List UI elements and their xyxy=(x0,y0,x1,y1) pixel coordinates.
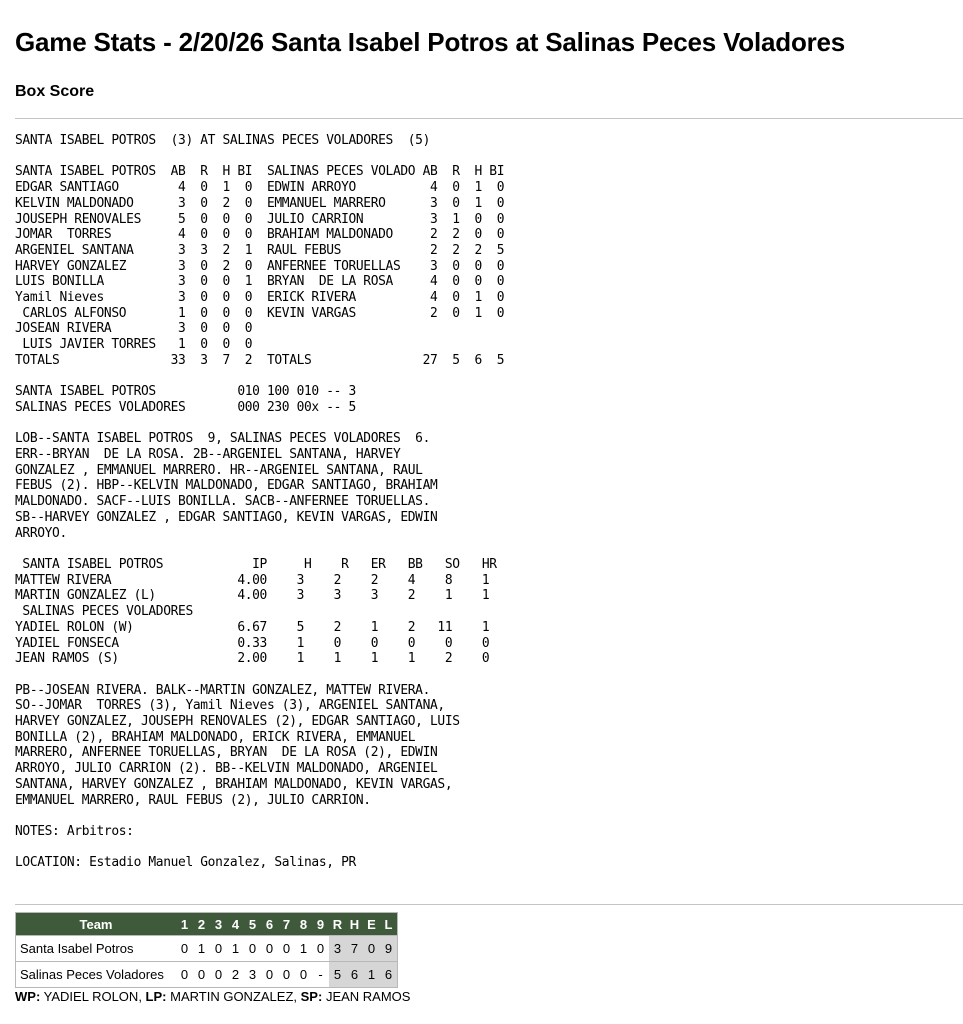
inning-score: 0 xyxy=(176,936,193,962)
inning-score: 0 xyxy=(295,962,312,988)
header-inning-1: 1 xyxy=(176,913,193,936)
inning-score: - xyxy=(312,962,329,988)
inning-score: 0 xyxy=(193,962,210,988)
line-score-header-row xyxy=(16,913,398,936)
inning-score: 1 xyxy=(227,936,244,962)
inning-score: 0 xyxy=(261,962,278,988)
page-title: Game Stats - 2/20/26 Santa Isabel Potros at Salinas Peces Voladores xyxy=(15,27,846,57)
header-team: Team xyxy=(16,913,177,936)
inning-score: 1 xyxy=(295,936,312,962)
losing-pitcher: MARTIN GONZALEZ xyxy=(170,989,294,1004)
inning-score: 0 xyxy=(210,936,227,962)
total-runs: 5 xyxy=(329,962,346,988)
save-pitcher: JEAN RAMOS xyxy=(325,989,411,1004)
sp-label: SP: xyxy=(300,989,323,1004)
line-score-row-away xyxy=(16,936,398,962)
header-inning-6: 6 xyxy=(261,913,278,936)
total-lob: 9 xyxy=(380,936,398,962)
pitching-decisions: WP: YADIEL ROLON, LP: MARTIN GONZALEZ, SP: JEAN RAMOS xyxy=(15,989,411,1004)
header-inning-8: 8 xyxy=(295,913,312,936)
header-inning-7: 7 xyxy=(278,913,295,936)
wp-label: WP: xyxy=(15,989,41,1004)
lp-label: LP: xyxy=(145,989,167,1004)
inning-score: 0 xyxy=(261,936,278,962)
header-hits: H xyxy=(346,913,363,936)
header-lob: L xyxy=(380,913,398,936)
inning-score: 0 xyxy=(176,962,193,988)
inning-score: 2 xyxy=(227,962,244,988)
total-hits: 6 xyxy=(346,962,363,988)
line-score-table xyxy=(15,912,398,988)
divider xyxy=(15,904,963,905)
section-title: Box Score xyxy=(15,83,95,100)
divider xyxy=(15,118,963,119)
team-name: Salinas Peces Voladores xyxy=(16,962,177,988)
inning-score: 0 xyxy=(278,962,295,988)
header-inning-5: 5 xyxy=(244,913,261,936)
winning-pitcher: YADIEL ROLON xyxy=(43,989,139,1004)
box-score-text: SANTA ISABEL POTROS (3) AT SALINAS PECES VOLADORES (5) SANTA ISABEL POTROS AB R H BI SALINAS PECES VOLADO AB R H BI EDGAR SANTIAGO 4 0 1 0 EDWIN ARROYO 4 0 1 0 KELVIN MALDONADO 3 0 2 0 EMMANUEL MARRERO 3 0 1 0 JOUSEPH RENOVALES 5 0 0 0 JULIO CARRION 3 1 0 0 JOMAR TORRES 4 0 0 0 BRAHIAM MALDONADO 2 2 0 0 ARGENIEL SANTANA 3 3 2 1 RAUL FEBUS 2 2 2 5 HARVEY GONZALEZ 3 0 2 0 ANFERNEE TORUELLAS 3 0 0 0 LUIS BONILLA 3 0 0 1 BRYAN DE LA ROSA 4 0 0 0 Yamil Nieves 3 0 0 0 ERICK RIVERA 4 0 1 0 CARLOS ALFONSO 1 0 0 0 KEVIN VARGAS 2 0 1 0 JOSEAN RIVERA 3 0 0 0 LUIS JAVIER TORRES 1 0 0 0 TOTALS 33 3 7 2 TOTALS 27 5 6 5 SANTA ISABEL POTROS 010 100 010 -- 3 SALINAS PECES VOLADORES 000 230 00x -- 5 LOB--SANTA ISABEL POTROS 9, SALINAS PECES VOLADORES 6. ERR--BRYAN DE LA ROSA. 2B--ARGENIEL SANTANA, HARVEY GONZALEZ , EMMANUEL MARRERO. HR--ARGENIEL SANTANA, RAUL FEBUS (2). HBP--KELVIN MALDONADO, EDGAR SANTIAGO, BRAHIAM MALDONADO. SACF--LUIS BONILLA. SACB--ANFERNEE TORUELLAS. SB--HARVEY GONZALEZ , EDGAR SANTIAGO, KEVIN VARGAS, EDWIN ARROYO. SANTA ISABEL POTROS IP H R ER BB SO HR MATTEW RIVERA 4.00 3 2 2 4 8 1 MARTIN GONZALEZ (L) 4.00 3 3 3 2 1 1 SALINAS PECES VOLADORES YADIEL ROLON (W) 6.67 5 2 1 2 11 1 YADIEL FONSECA 0.33 1 0 0 0 0 0 JEAN RAMOS (S) 2.00 1 1 1 1 2 0 PB--JOSEAN RIVERA. BALK--MARTIN GONZALEZ, MATTEW RIVERA. SO--JOMAR TORRES (3), Yamil Nieves (3), ARGENIEL SANTANA, HARVEY GONZALEZ, JOUSEPH RENOVALES (2), EDGAR SANTIAGO, LUIS BONILLA (2), BRAHIAM MALDONADO, ERICK RIVERA, EMMANUEL MARRERO, ANFERNEE TORUELLAS, BRYAN DE LA ROSA (2), EDWIN ARROYO, JULIO CARRION (2). BB--KELVIN MALDONADO, ARGENIEL SANTANA, HARVEY GONZALEZ , BRAHIAM MALDONADO, KEVIN VARGAS, EMMANUEL MARRERO, RAUL FEBUS (2), JULIO CARRION. NOTES: Arbitros: LOCATION: Estadio Manuel Gonzalez, Salinas, PR xyxy=(15,133,505,871)
header-inning-9: 9 xyxy=(312,913,329,936)
header-inning-2: 2 xyxy=(193,913,210,936)
total-hits: 7 xyxy=(346,936,363,962)
inning-score: 3 xyxy=(244,962,261,988)
team-name: Santa Isabel Potros xyxy=(16,936,177,962)
total-runs: 3 xyxy=(329,936,346,962)
header-errors: E xyxy=(363,913,380,936)
inning-score: 0 xyxy=(210,962,227,988)
inning-score: 0 xyxy=(312,936,329,962)
header-runs: R xyxy=(329,913,346,936)
inning-score: 0 xyxy=(244,936,261,962)
inning-score: 0 xyxy=(278,936,295,962)
header-inning-4: 4 xyxy=(227,913,244,936)
header-inning-3: 3 xyxy=(210,913,227,936)
line-score-row-home xyxy=(16,962,398,988)
total-errors: 0 xyxy=(363,936,380,962)
inning-score: 1 xyxy=(193,936,210,962)
total-lob: 6 xyxy=(380,962,398,988)
total-errors: 1 xyxy=(363,962,380,988)
